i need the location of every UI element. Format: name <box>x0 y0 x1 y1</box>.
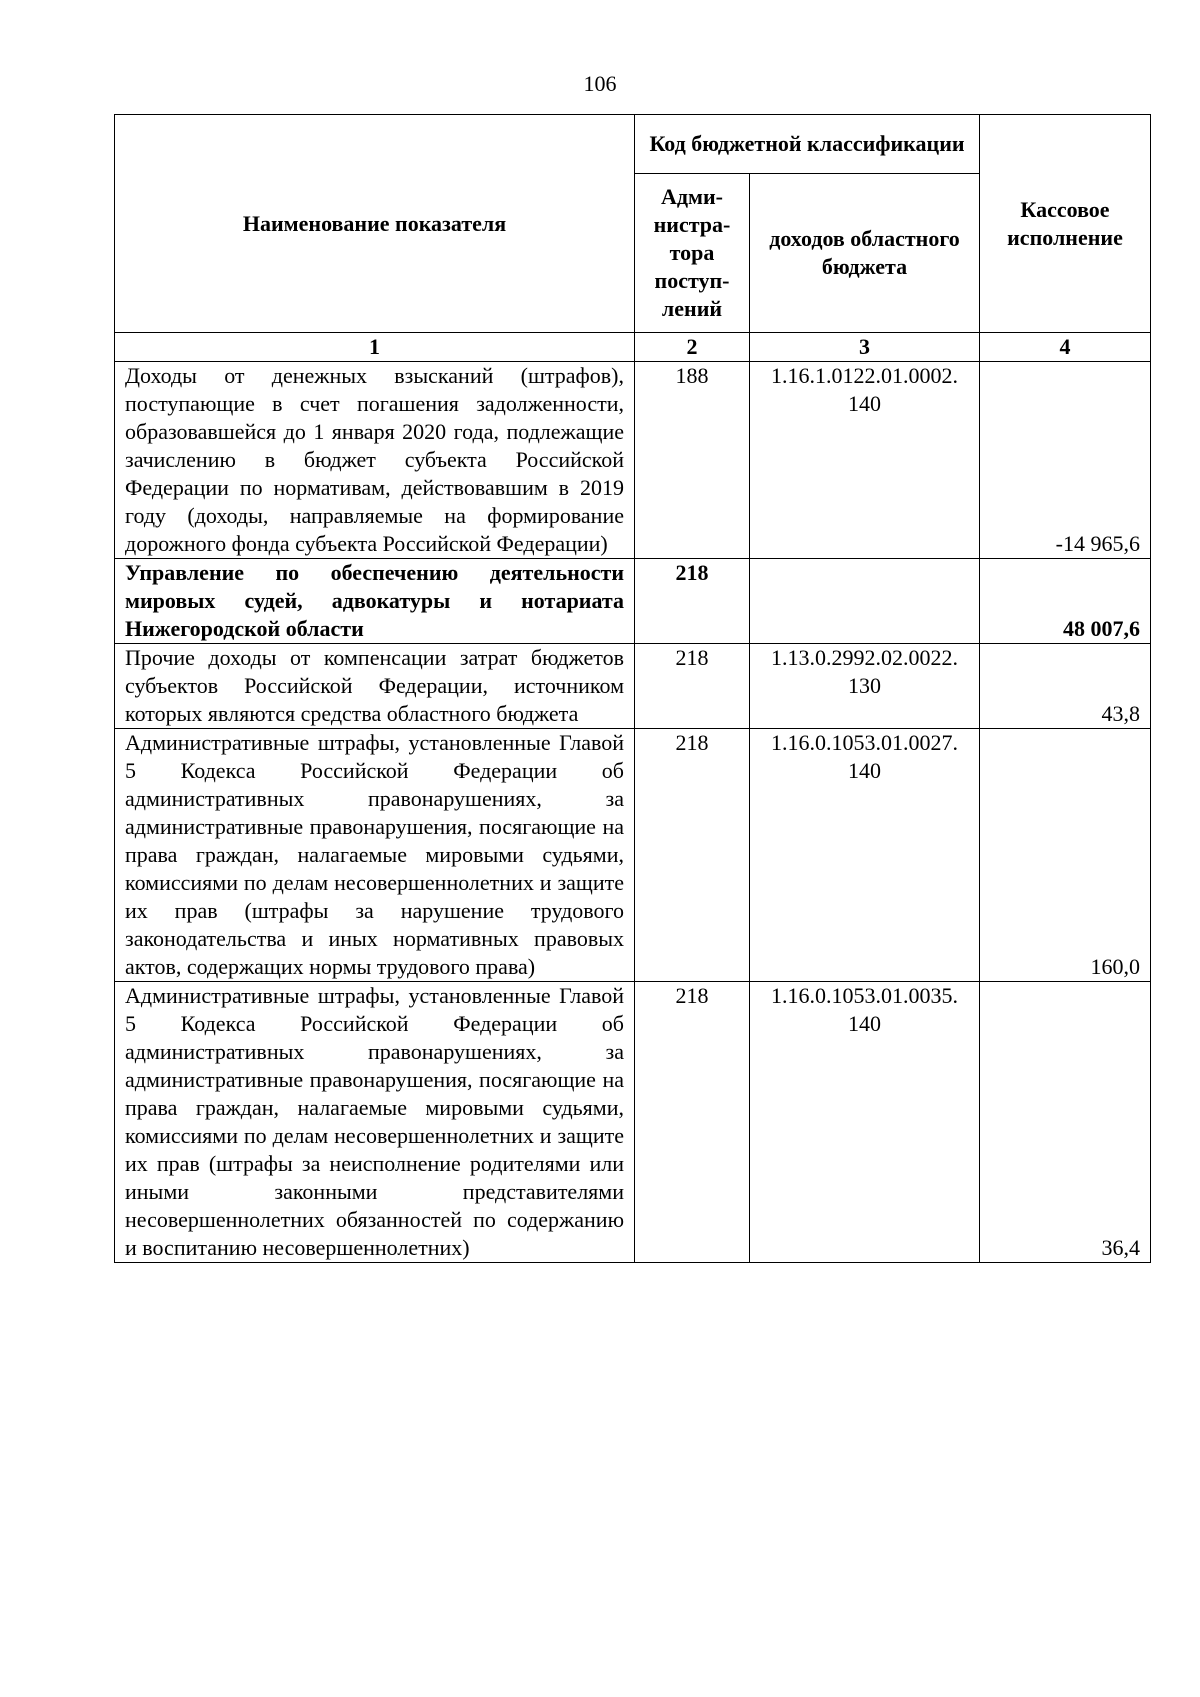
row-code <box>750 644 980 729</box>
row-admin: 218 <box>635 982 750 1263</box>
row-admin: 188 <box>635 362 750 559</box>
header-code-group: Код бюджетной классификации <box>635 115 980 174</box>
row-name: Административные штрафы, установленные Главой 5 Кодекса Российской Федерации об административных правонарушениях, за административные правонарушения, посягающие на права граждан, налагаемые мировыми судьями, комиссиями по делам несовершеннолетних и защите их прав (штрафы за неисполнение родителями или иными законными представителями несовершеннолетних обязанностей по содержанию и воспитанию несовершеннолетних) <box>115 982 635 1263</box>
header-row <box>115 115 1151 174</box>
row-code <box>750 982 980 1263</box>
header-name: Наименование показателя <box>115 115 635 333</box>
row-code <box>750 729 980 982</box>
table-row <box>115 982 1151 1263</box>
row-amount: 48 007,6 <box>980 559 1151 644</box>
row-name: Прочие доходы от компенсации затрат бюджетов субъектов Российской Федерации, источником которых являются средства областного бюджета <box>115 644 635 729</box>
row-code-part: 1.16.0.1053.01.0035. <box>771 983 958 1008</box>
row-code-part: 1.13.0.2992.02.0022. <box>771 645 958 670</box>
row-code-part: 1.16.1.0122.01.0002. <box>771 363 958 388</box>
table-row <box>115 729 1151 982</box>
table-row <box>115 559 1151 644</box>
row-amount: 160,0 <box>980 729 1151 982</box>
row-admin: 218 <box>635 644 750 729</box>
row-code-suffix: 140 <box>848 391 881 416</box>
row-code <box>750 362 980 559</box>
page-number: 106 <box>583 71 617 96</box>
column-numbers-row <box>115 333 1151 362</box>
table-row <box>115 362 1151 559</box>
col-number-2: 2 <box>635 333 750 362</box>
row-name: Управление по обеспечению деятельности мировых судей, адвокатуры и нотариата Нижегородской области <box>115 559 635 644</box>
row-amount: 36,4 <box>980 982 1151 1263</box>
row-name: Административные штрафы, установленные Главой 5 Кодекса Российской Федерации об административных правонарушениях, за административные правонарушения, посягающие на права граждан, налагаемые мировыми судьями, комиссиями по делам несовершеннолетних и защите их прав (штрафы за нарушение трудового законодательства и иных нормативных правовых актов, содержащих нормы трудового права) <box>115 729 635 982</box>
row-code-part: 1.16.0.1053.01.0027. <box>771 730 958 755</box>
header-income: доходов областного бюджета <box>750 174 980 333</box>
col-number-4: 4 <box>980 333 1151 362</box>
row-code-suffix: 140 <box>848 1011 881 1036</box>
col-number-3: 3 <box>750 333 980 362</box>
row-amount: -14 965,6 <box>980 362 1151 559</box>
header-admin: Адми-нистра-тора поступ-лений <box>635 174 750 333</box>
row-admin: 218 <box>635 729 750 982</box>
row-name: Доходы от денежных взысканий (штрафов), поступающие в счет погашения задолженности, образовавшейся до 1 января 2020 года, подлежащие зачислению в бюджет субъекта Российской Федерации по нормативам, действовавшим в 2019 году (доходы, направляемые на формирование дорожного фонда субъекта Российской Федерации) <box>115 362 635 559</box>
row-admin: 218 <box>635 559 750 644</box>
row-amount: 43,8 <box>980 644 1151 729</box>
row-code-suffix: 140 <box>848 758 881 783</box>
row-code <box>750 559 980 644</box>
col-number-1: 1 <box>115 333 635 362</box>
header-execution: Кассовое исполнение <box>980 115 1151 333</box>
row-code-suffix: 130 <box>848 673 881 698</box>
budget-table <box>114 114 1151 1263</box>
table-row <box>115 644 1151 729</box>
